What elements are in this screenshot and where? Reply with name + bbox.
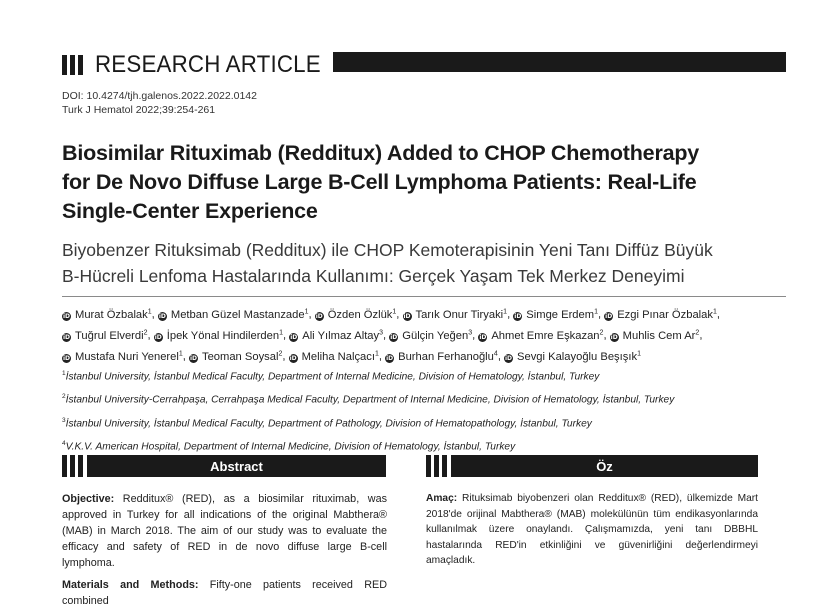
author-affiliation-number: 1 bbox=[304, 308, 309, 315]
author bbox=[504, 351, 641, 363]
orcid-icon[interactable]: iD bbox=[390, 333, 398, 341]
author-name: Metban Güzel Mastanzade bbox=[170, 308, 305, 321]
author-name: Muhlis Cem Ar bbox=[622, 329, 696, 342]
author-name: Gülçin Yeğen bbox=[402, 329, 469, 342]
author bbox=[154, 330, 283, 342]
author bbox=[389, 330, 472, 342]
author-name: İpek Yönal Hindilerden bbox=[166, 329, 280, 342]
affiliation-text: İstanbul University-Cerrahpaşa, Cerrahpaşa Medical Faculty, Department of Internal Medicine, Division of Hematology, İstanbul, Turkey bbox=[65, 394, 675, 406]
author bbox=[403, 309, 508, 321]
orcid-icon[interactable]: iD bbox=[62, 312, 71, 320]
orcid-icon[interactable]: iD bbox=[505, 355, 513, 363]
author-name: Simge Erdem bbox=[526, 308, 595, 321]
oz-body bbox=[426, 491, 758, 569]
author-affiliation-number: 1 bbox=[392, 308, 397, 315]
author-affiliation-number: 1 bbox=[178, 350, 183, 358]
article-title bbox=[62, 139, 752, 226]
author-list: iD Murat Özbalak$^1$, iD Metban Güzel Mastanzade$^1$, iD Özden Özlük$^1$, iD Tarık Onur Tiryaki$^1$, iD Simge Erdem$^1$, iD Ezgi Pınar Özbalak$^1$, iD Tuğrul Elverdi$^2$, iD İpek Yönal Hindilerden$^1$, iD Ali Yılmaz Altay$^3$, iD Gülçin Yeğen$^3$, iD Ahmet Emre Eşkazan$^2$, iD Muhlis Cem Ar$^2$, iD Mustafa Nuri Yenerel$^1$, iD Teoman Soysal$^2$, iD Meliha Nalçacı$^1$, iD Burhan Ferhanoğlu$^4$, iD Sevgi Kalayoğlu Beşışık$^1$ bbox=[62, 308, 720, 364]
author-name: Burhan Ferhanoğlu bbox=[398, 351, 494, 364]
author-name: Tuğrul Elverdi bbox=[75, 329, 144, 342]
orcid-icon[interactable]: iD bbox=[158, 312, 166, 320]
title-tr-line: B-Hücreli Lenfoma Hastalarında Kullanımı: Gerçek Yaşam Tek Merkez Deneyimi bbox=[62, 266, 685, 286]
citation: Turk J Hematol 2022;39:254-261 bbox=[62, 104, 216, 116]
author bbox=[289, 330, 383, 342]
author-name: Ezgi Pınar Özbalak bbox=[617, 308, 713, 321]
abstract-heading: Abstract bbox=[87, 455, 386, 477]
oz-amac bbox=[426, 491, 758, 569]
author-affiliation-number: 2 bbox=[695, 329, 700, 337]
article-title-turkish bbox=[62, 237, 762, 289]
affiliation-text: İstanbul University, İstanbul Medical Faculty, Department of Internal Medicine, Division of Hematology, İstanbul, Turkey bbox=[65, 371, 600, 383]
orcid-icon[interactable]: iD bbox=[386, 355, 394, 363]
affiliation bbox=[62, 411, 782, 434]
affiliation-number: 2 bbox=[62, 393, 66, 401]
author-name: Ali Yılmaz Altay bbox=[302, 329, 380, 342]
author-affiliation-number: 1 bbox=[279, 329, 284, 337]
objective-label: Objective: bbox=[62, 493, 115, 505]
author-name: Mustafa Nuri Yenerel bbox=[75, 351, 179, 364]
author-affiliation-number: 3 bbox=[468, 329, 473, 337]
section-bars-icon bbox=[426, 455, 447, 477]
author bbox=[604, 309, 717, 321]
author bbox=[610, 330, 700, 342]
affiliation-text: İstanbul University, İstanbul Medical Faculty, Department of Pathology, Division of Hematopathology, İstanbul, Turkey bbox=[65, 418, 592, 430]
author-affiliation-number: 1 bbox=[594, 308, 598, 315]
orcid-icon[interactable]: iD bbox=[514, 312, 522, 320]
orcid-icon[interactable]: iD bbox=[62, 355, 71, 363]
author-name: Ahmet Emre Eşkazan bbox=[491, 329, 600, 342]
abstract-body bbox=[62, 491, 387, 609]
header-bars-icon bbox=[62, 55, 83, 75]
amac-text: Rituksimab biyobenzeri olan Redditux® (RED), ülkemizde Mart 2018'de orijinal Mabthera® (MAB) molekülünün tüm endikasyonlarında kullanılmak üzere onaylandı. Çalışmamızda, yeni tanı DBBHL hastalarında RED'in etkinliğini ve güvenirliğini değerlendirmeyi amaçladık. bbox=[426, 493, 758, 566]
author-affiliation-number: 2 bbox=[278, 350, 283, 358]
author bbox=[189, 351, 282, 363]
affiliation bbox=[62, 364, 782, 387]
author bbox=[513, 309, 598, 321]
affiliation-number: 1 bbox=[62, 370, 66, 377]
doi[interactable]: DOI: 10.4274/tjh.galenos.2022.2022.0142 bbox=[62, 90, 257, 102]
author-name: Özden Özlük bbox=[327, 308, 393, 321]
author-affiliation-number: 2 bbox=[143, 329, 148, 337]
orcid-icon[interactable]: iD bbox=[403, 312, 411, 320]
affiliation-number: 4 bbox=[62, 440, 66, 448]
author bbox=[158, 309, 309, 321]
author bbox=[289, 351, 379, 363]
author-affiliation-number: 1 bbox=[712, 308, 717, 315]
abstract-header bbox=[62, 455, 386, 477]
orcid-icon[interactable]: iD bbox=[610, 333, 618, 341]
author-affiliation-number: 1 bbox=[637, 350, 641, 358]
section-label: RESEARCH ARTICLE bbox=[95, 51, 321, 78]
author-name: Murat Özbalak bbox=[75, 308, 148, 321]
title-line: for De Novo Diffuse Large B-Cell Lymphoma Patients: Real-Life bbox=[62, 170, 697, 194]
orcid-icon[interactable]: iD bbox=[289, 355, 297, 363]
author-affiliation-number: 3 bbox=[379, 329, 384, 337]
author bbox=[385, 351, 498, 363]
orcid-icon[interactable]: iD bbox=[605, 312, 613, 320]
author bbox=[478, 330, 603, 342]
author-affiliation-number: 2 bbox=[599, 329, 604, 337]
amac-label: Amaç: bbox=[426, 493, 458, 504]
methods-text: Fifty-one patients received RED combined bbox=[62, 579, 387, 607]
article-meta bbox=[62, 89, 257, 117]
header-rule bbox=[333, 52, 786, 72]
orcid-icon[interactable]: iD bbox=[479, 333, 487, 341]
affiliation-text: V.K.V. American Hospital, Department of Internal Medicine, Division of Hematology, İstanbul, Turkey bbox=[65, 441, 516, 453]
author-name: Teoman Soysal bbox=[201, 351, 279, 364]
orcid-icon[interactable]: iD bbox=[315, 312, 323, 320]
author bbox=[62, 309, 152, 321]
orcid-icon[interactable]: iD bbox=[62, 333, 71, 341]
section-bars-icon bbox=[62, 455, 83, 477]
affiliation-number: 3 bbox=[62, 416, 66, 424]
author-name: Meliha Nalçacı bbox=[301, 351, 375, 364]
orcid-icon[interactable]: iD bbox=[154, 333, 162, 341]
orcid-icon[interactable]: iD bbox=[189, 355, 197, 363]
abstract-objective bbox=[62, 491, 387, 571]
orcid-icon[interactable]: iD bbox=[290, 333, 298, 341]
section-header bbox=[62, 52, 786, 78]
author-affiliation-number: 1 bbox=[374, 350, 379, 358]
title-tr-line: Biyobenzer Rituksimab (Redditux) ile CHOP Kemoterapisinin Yeni Tanı Diffüz Büyük bbox=[62, 240, 713, 260]
affiliation-list bbox=[62, 364, 782, 458]
author-affiliation-number: 1 bbox=[147, 308, 152, 315]
oz-header bbox=[426, 455, 758, 477]
oz-heading: Öz bbox=[451, 455, 758, 477]
author bbox=[315, 309, 397, 321]
divider bbox=[62, 296, 786, 297]
author bbox=[62, 330, 148, 342]
author bbox=[62, 351, 183, 363]
author-affiliation-number: 4 bbox=[493, 350, 498, 358]
author-name: Tarık Onur Tiryaki bbox=[415, 308, 504, 321]
abstract-methods bbox=[62, 577, 387, 609]
objective-text: Redditux® (RED), as a biosimilar rituximab, was approved in Turkey for all indications of the original Mabthera® (MAB) in March 2018. The aim of our study was to evaluate the efficacy and safety of RED in de novo diffuse large B-cell lymphoma. bbox=[62, 493, 387, 569]
author-name: Sevgi Kalayoğlu Beşışık bbox=[517, 351, 638, 364]
methods-label: Materials and Methods: bbox=[62, 579, 199, 591]
title-line: Single-Center Experience bbox=[62, 199, 318, 223]
author-affiliation-number: 1 bbox=[503, 308, 508, 315]
title-line: Biosimilar Rituximab (Redditux) Added to CHOP Chemotherapy bbox=[62, 141, 700, 165]
affiliation bbox=[62, 387, 782, 410]
